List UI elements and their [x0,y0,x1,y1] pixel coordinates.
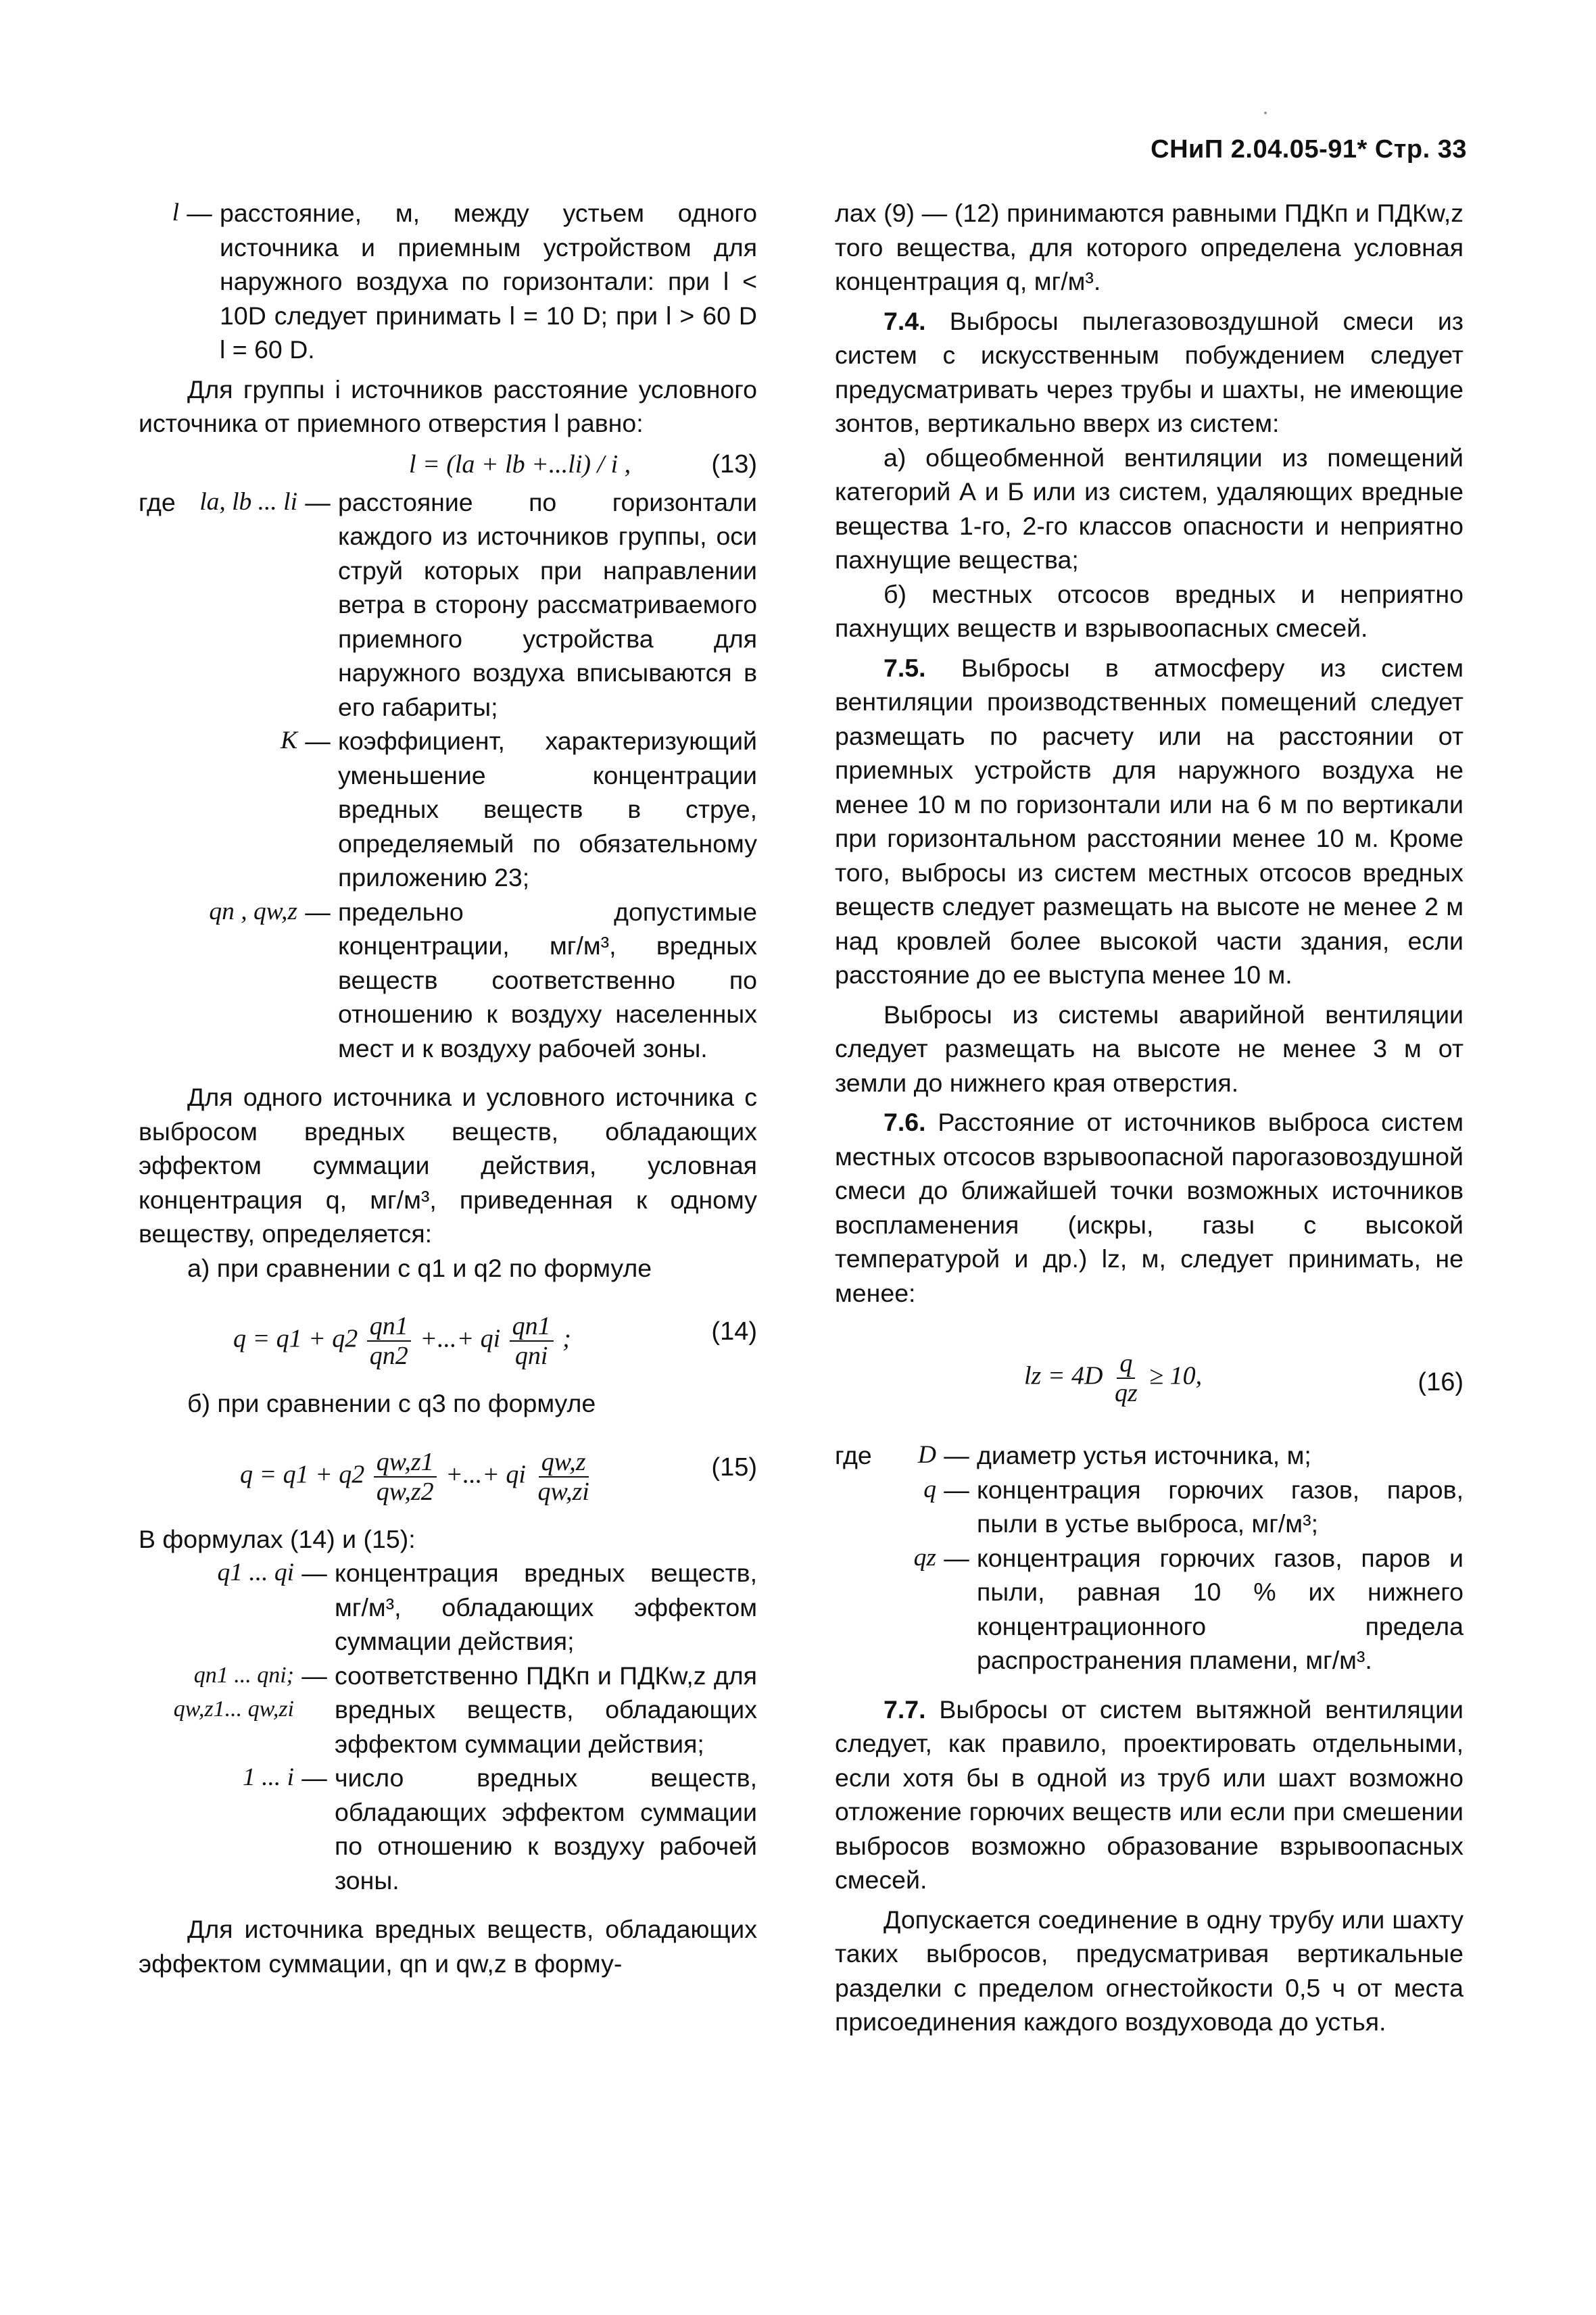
formula-14-lhs: q = q1 + q2 [233,1324,358,1353]
fraction-denominator: qn2 [369,1342,408,1370]
definition-dash: — [944,1475,969,1504]
definition-text: концентрация вредных веществ, мг/м³, обладающих эффектом суммации действия; [335,1559,757,1655]
formula-15-middle: +...+ qi [445,1460,526,1489]
definitions-16 [835,1438,1464,1678]
definition-term: K [280,727,297,754]
definition-dash: — [301,1661,327,1690]
section-7-6 [835,1105,1464,1310]
definition-dash: — [305,487,331,516]
section-number: 7.7. [884,1695,926,1724]
section-text: Выбросы от систем вытяжной вентиляции следует, как правило, проектировать отдельными, если хотя бы в одной из труб или шахт возможно отложение горючих веществ или если при смешении выбросов возможно образование взрывоопасных смесей. [835,1695,1464,1894]
definition-dash: — [305,727,331,755]
formula-16-expression [1024,1349,1202,1407]
fraction-numerator: qn1 [367,1312,411,1342]
formula-16-fraction [1112,1349,1140,1407]
fraction-denominator: qni [514,1342,548,1370]
formula-16 [835,1330,1464,1432]
item-a: а) при сравнении с q1 и q2 по формуле [187,1253,652,1282]
definition-dash: — [305,897,331,926]
section-7-7 [835,1692,1464,1897]
scan-speck [1264,112,1267,114]
page-header: СНиП 2.04.05-91* Стр. 33 [1151,135,1467,164]
definition-term: qz [913,1543,936,1571]
definition-text: расстояние по горизонтали каждого из источников группы, оси струй которых при направлении ветра в сторону рассматриваемого приемного устройства для наружного воздуха вписываются в его габариты; [338,487,757,721]
definition-text: диаметр устья источника, м; [977,1441,1311,1469]
paragraph-single-source: Для одного источника и условного источника с выбросом вредных веществ, обладающих эффектом суммации действия, условная концентрация q, мг/м³, приведенная к одному веществу, определяется: [139,1083,757,1248]
definition-text: расстояние, м, между устьем одного источника и приемным устройством для наружного воздуха по горизонтали: при l < 10D следует принимать l = 10 D; при l > 60 D l = 60 D. [220,199,757,364]
section-text: Расстояние от источников выброса систем местных отсосов взрывоопасной парогазовоздушной смеси до ближайшей точки возможных источников воспламенения (искры, газы с высокой температурой и др.) lz, м, следует принимать, не менее: [835,1108,1464,1307]
section-number: 7.6. [884,1108,926,1136]
formula-15-lhs: q = q1 + q2 [240,1460,365,1489]
where-label: где [835,1441,872,1469]
paragraph-continuation: лах (9) — (12) принимаются равными ПДКп и ПДКw,z того вещества, для которого определена условная концентрация q, мг/м³. [835,199,1464,295]
fraction-numerator: qw,z [539,1448,589,1478]
definition-term: la, lb ... li [199,487,297,516]
fraction-numerator: qw,z1 [374,1448,437,1478]
fraction-numerator: qn1 [510,1312,554,1342]
definition-dash: — [187,199,212,227]
definition-text: коэффициент, характеризующий уменьшение концентрации вредных веществ в струе, определяемый по обязательному приложению 23; [338,727,757,892]
definition-text: число вредных веществ, обладающих эффектом суммации по отношению к воздуху рабочей зоны. [335,1763,757,1895]
definition-term: 1 ... i [242,1763,294,1791]
fraction-denominator: qw,zi [537,1477,589,1506]
formula-16-rhs: ≥ 10, [1149,1361,1203,1390]
definition-term: qn , qw,z [209,897,297,925]
section-7-4-item-a: а) общеобменной вентиляции из помещений категорий А и Б или из систем, удаляющих вредные вещества 1-го, 2-го классов опасности и неприятно пахнущие вещества; [835,443,1464,574]
formula-14-fraction-1 [367,1312,411,1370]
section-7-5 [835,651,1464,992]
formula-15-expression [240,1448,595,1506]
formula-13-number: (13) [711,449,757,479]
paragraph-source-summation: Для источника вредных веществ, обладающих эффектом суммации, qn и qw,z в форму- [139,1915,757,1978]
formula-14-tail: ; [562,1324,571,1353]
definition-dash: — [301,1763,327,1792]
definition-dash: — [944,1441,969,1469]
fraction-numerator: q [1117,1349,1135,1379]
definition-term: q1 ... qi [217,1559,294,1586]
formula-13 [139,445,757,485]
section-text: Выбросы пылегазовоздушной смеси из систем с искусственным побуждением следует предусматривать через трубы и шахты, не имеющие зонтов, вертикально вверх из систем: [835,306,1464,437]
definition-text: соответственно ПДКп и ПДКw,z для вредных веществ, обладающих эффектом суммации действия; [335,1661,757,1758]
formula-15 [139,1428,757,1515]
formula-15-fraction-2 [535,1448,591,1506]
definition-dash: — [301,1559,327,1587]
section-7-4 [835,304,1464,441]
fraction-denominator: qz [1114,1379,1138,1407]
formula-14-middle: +...+ qi [420,1324,501,1353]
formula-14-fraction-2 [510,1312,554,1370]
definition-text: концентрация горючих газов, паров, пыли в устье выброса, мг/м³; [977,1475,1464,1538]
left-column [139,196,757,1980]
formula-14 [139,1292,757,1380]
formula-14-number: (14) [711,1317,757,1346]
fraction-denominator: qw,z2 [376,1477,434,1506]
section-number: 7.4. [884,306,926,335]
definition-term: qn1 ... qni; qw,z1... qw,zi [173,1662,294,1722]
paragraph-group-sources: Для группы i источников расстояние условного источника от приемного отверстия l равно: [139,374,757,437]
definition-l [139,196,757,367]
where-label: где [139,487,176,516]
definition-term: l [172,199,179,226]
right-column [835,196,1464,2039]
formula-15-number: (15) [711,1453,757,1482]
definition-text: концентрация горючих газов, паров и пыли, равная 10 % их нижнего концентрационного предела распространения пламени, мг/м³. [977,1543,1464,1674]
formula-14-expression [233,1312,571,1370]
definition-dash: — [944,1543,969,1572]
section-number: 7.5. [884,653,926,682]
section-7-7-allowance: Допускается соединение в одну трубу или шахту таких выбросов, предусматривая вертикальные разделки с пределом огнестойкости 0,5 ч от места присоединения каждого воздуховода до устья. [835,1905,1464,2036]
definitions-13 [139,485,757,1066]
definition-text: предельно допустимые концентрации, мг/м³, вредных веществ соответственно по отношению к воздуху населенных мест и к воздуху рабочей зоны. [338,897,757,1063]
paragraph-in-formulas: В формулах (14) и (15): [139,1524,416,1553]
definition-term: q [923,1475,936,1503]
definitions-15 [139,1556,757,1897]
section-text: Выбросы в атмосферу из систем вентиляции производственных помещений следует размещать по расчету или на расстоянии от приемных устройств для наружного воздуха не менее 10 м по горизонтали или на 6 м по вертикали при горизонтальном расстоянии менее 10 м. Кроме того, выбросы из систем местных отсосов вредных веществ следует размещать на высоте не менее 2 м над кровлей более высокой части здания, если расстояние до ее выступа менее 10 м. [835,653,1464,989]
section-7-4-item-b: б) местных отсосов вредных и неприятно пахнущих веществ и взрывоопасных смесей. [835,579,1464,642]
item-b: б) при сравнении с q3 по формуле [187,1389,596,1417]
definition-term: D [917,1441,936,1469]
formula-16-lhs: lz = 4D [1024,1361,1103,1390]
formula-13-expression: l = (la + lb +...li) / i , [409,449,631,479]
formula-16-number: (16) [1418,1368,1464,1396]
formula-15-fraction-1 [374,1448,437,1506]
section-7-5-emergency: Выбросы из системы аварийной вентиляции следует размещать на высоте не менее 3 м от земли до нижнего края отверстия. [835,1000,1464,1097]
